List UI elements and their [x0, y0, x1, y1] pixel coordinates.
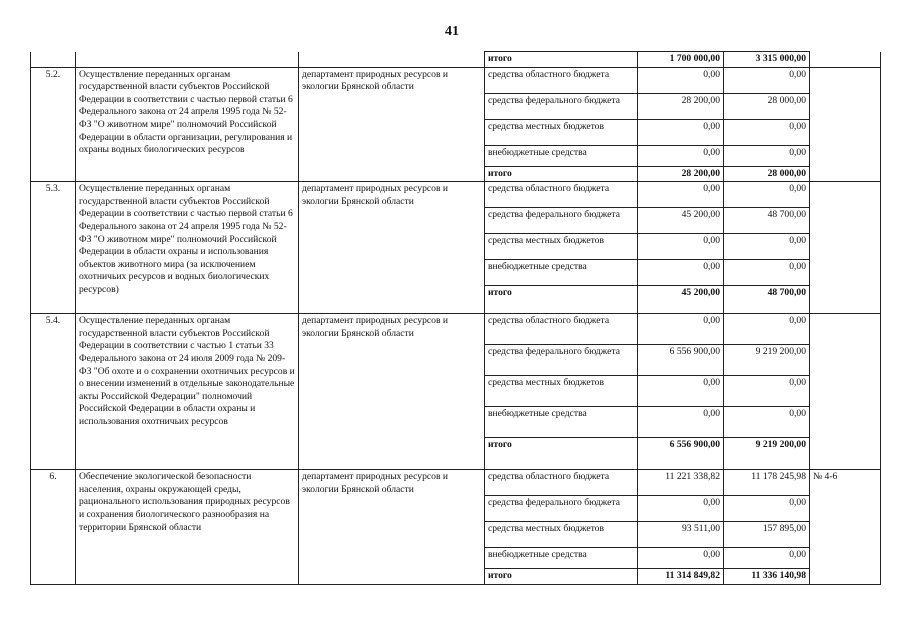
item-number: 5.4.	[31, 314, 76, 470]
value-year-2: 0,00	[724, 260, 810, 286]
funding-source: средства федерального бюджета	[485, 496, 638, 522]
value-year-2: 0,00	[724, 234, 810, 260]
total-value-2: 3 315 000,00	[724, 52, 810, 68]
funding-source: средства местных бюджетов	[485, 234, 638, 260]
item-name: Осуществление переданных органам государственной власти субъектов Российской Федерации в соответствии с частью 1 статьи 33 Федерального закона от 24 июля 2009 года № 209-ФЗ "Об охоте и о сохранении охотничьих ресурсов и о внесении изменений в отдельные законодательные акты Российской Федерации" полномочий Российской Федерации в области охраны и использования охотничьих ресурсов	[76, 314, 299, 470]
value-year-1: 0,00	[638, 145, 724, 166]
value-year-1: 0,00	[638, 314, 724, 345]
total-value-2: 9 219 200,00	[724, 438, 810, 470]
total-value-1: 28 200,00	[638, 166, 724, 182]
item-name: Осуществление переданных органам государственной власти субъектов Российской Федерации в соответствии с частью первой статьи 6 Федерального закона от 24 апреля 1995 года № 52-ФЗ "О животном мире" полномочий Российской Федерации в области организации, регулирования и охраны водных биологических ресурсов	[76, 67, 299, 182]
total-value-2: 48 700,00	[724, 286, 810, 314]
source-row	[31, 182, 881, 208]
program-table	[30, 51, 881, 585]
funding-source: внебюджетные средства	[485, 548, 638, 569]
total-label: итого	[485, 438, 638, 470]
value-year-2: 48 700,00	[724, 208, 810, 234]
total-value-1: 1 700 000,00	[638, 52, 724, 68]
funding-source: внебюджетные средства	[485, 145, 638, 166]
total-label: итого	[485, 52, 638, 68]
value-year-1: 0,00	[638, 376, 724, 407]
item-note: № 4-6	[810, 470, 881, 585]
item-executor: департамент природных ресурсов и экологии Брянской области	[299, 314, 485, 470]
item-note	[810, 67, 881, 182]
total-label: итого	[485, 569, 638, 585]
item-executor: департамент природных ресурсов и экологии Брянской области	[299, 182, 485, 314]
item-number: 6.	[31, 470, 76, 585]
value-year-1: 45 200,00	[638, 208, 724, 234]
value-year-2: 11 178 245,98	[724, 470, 810, 496]
total-value-2: 11 336 140,98	[724, 569, 810, 585]
value-year-2: 157 895,00	[724, 522, 810, 548]
value-year-2: 0,00	[724, 407, 810, 438]
num-cell	[31, 52, 76, 68]
carryover-total-row	[31, 52, 881, 68]
value-year-1: 0,00	[638, 119, 724, 145]
value-year-1: 6 556 900,00	[638, 345, 724, 376]
value-year-2: 0,00	[724, 548, 810, 569]
executor-cell	[299, 52, 485, 68]
funding-source: средства федерального бюджета	[485, 345, 638, 376]
source-row	[31, 67, 881, 93]
value-year-2: 28 000,00	[724, 93, 810, 119]
value-year-1: 0,00	[638, 67, 724, 93]
source-row	[31, 314, 881, 345]
value-year-1: 0,00	[638, 548, 724, 569]
value-year-1: 0,00	[638, 182, 724, 208]
value-year-2: 9 219 200,00	[724, 345, 810, 376]
total-value-1: 45 200,00	[638, 286, 724, 314]
value-year-1: 0,00	[638, 496, 724, 522]
source-row	[31, 470, 881, 496]
item-name: Осуществление переданных органам государственной власти субъектов Российской Федерации в соответствии с частью первой статьи 6 Федерального закона от 24 апреля 1995 года № 52-ФЗ "О животном мире" полномочий Российской Федерации в области охраны и использования объектов животного мира (за исключением охотничьих ресурсов и водных биологических ресурсов)	[76, 182, 299, 314]
value-year-1: 0,00	[638, 234, 724, 260]
item-note	[810, 314, 881, 470]
name-cell	[76, 52, 299, 68]
funding-source: средства областного бюджета	[485, 67, 638, 93]
value-year-1: 11 221 338,82	[638, 470, 724, 496]
item-number: 5.2.	[31, 67, 76, 182]
item-executor: департамент природных ресурсов и экологии Брянской области	[299, 67, 485, 182]
total-value-1: 6 556 900,00	[638, 438, 724, 470]
funding-source: средства местных бюджетов	[485, 119, 638, 145]
value-year-2: 0,00	[724, 376, 810, 407]
note-cell	[810, 52, 881, 68]
funding-source: средства федерального бюджета	[485, 93, 638, 119]
funding-source: внебюджетные средства	[485, 407, 638, 438]
total-value-2: 28 000,00	[724, 166, 810, 182]
item-note	[810, 182, 881, 314]
item-name: Обеспечение экологической безопасности населения, охраны окружающей среды, рационального использования природных ресурсов и сохранения биологического разнообразия на территории Брянской области	[76, 470, 299, 585]
value-year-1: 0,00	[638, 260, 724, 286]
funding-source: внебюджетные средства	[485, 260, 638, 286]
funding-source: средства федерального бюджета	[485, 208, 638, 234]
value-year-2: 0,00	[724, 145, 810, 166]
value-year-2: 0,00	[724, 314, 810, 345]
value-year-1: 0,00	[638, 407, 724, 438]
item-executor: департамент природных ресурсов и экологии Брянской области	[299, 470, 485, 585]
total-value-1: 11 314 849,82	[638, 569, 724, 585]
value-year-1: 93 511,00	[638, 522, 724, 548]
value-year-2: 0,00	[724, 67, 810, 93]
funding-source: средства областного бюджета	[485, 470, 638, 496]
value-year-2: 0,00	[724, 182, 810, 208]
value-year-1: 28 200,00	[638, 93, 724, 119]
page-number: 41	[445, 24, 459, 39]
funding-source: средства местных бюджетов	[485, 522, 638, 548]
item-number: 5.3.	[31, 182, 76, 314]
funding-source: средства местных бюджетов	[485, 376, 638, 407]
funding-source: средства областного бюджета	[485, 314, 638, 345]
total-label: итого	[485, 166, 638, 182]
value-year-2: 0,00	[724, 496, 810, 522]
total-label: итого	[485, 286, 638, 314]
funding-source: средства областного бюджета	[485, 182, 638, 208]
value-year-2: 0,00	[724, 119, 810, 145]
